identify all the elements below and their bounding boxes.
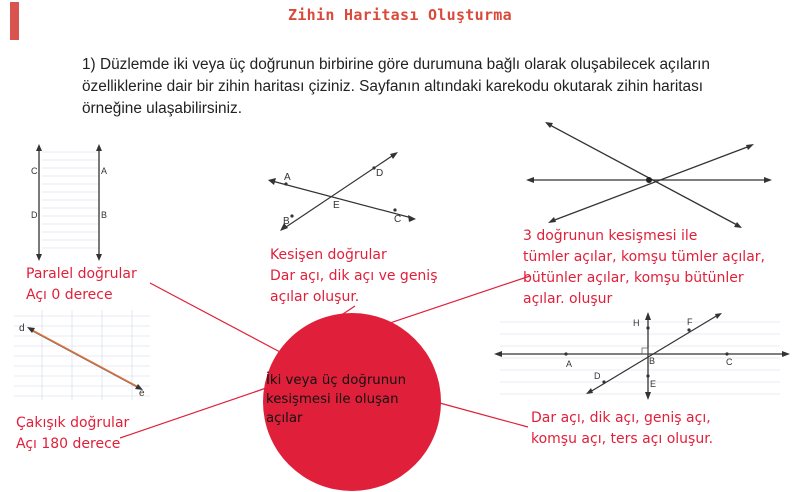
branch-uc-line2: tümler açılar, komşu tümler açılar,	[523, 249, 765, 265]
branch-cakisik-line1: Çakışık doğrular	[16, 415, 130, 431]
branch-dar-line1: Dar açı, dik açı, geniş açı,	[531, 410, 711, 426]
branch-uc-line1: 3 doğrunun kesişmesi ile	[523, 228, 698, 244]
coincident-lines-figure	[14, 310, 150, 400]
branch-kesisen-line2: Dar açı, dik açı ve geniş	[270, 268, 438, 284]
parallel-lines-figure	[31, 144, 107, 261]
label-d: D	[31, 210, 38, 220]
branch-cakisik-line2: Açı 180 derece	[16, 436, 121, 452]
label-f: F	[687, 317, 693, 327]
branch-paralel-line2: Açı 0 derece	[26, 287, 113, 303]
branch-kesisen-line1: Kesişen doğrular	[270, 247, 387, 263]
label-c: C	[31, 166, 38, 176]
intersecting-lines-figure	[268, 152, 416, 231]
branch-paralel	[26, 264, 226, 306]
perpendicular-lines-figure	[494, 312, 790, 400]
label-a: A	[566, 359, 573, 369]
label-c: C	[726, 357, 733, 367]
label-c: C	[394, 214, 402, 225]
branch-kesisen	[270, 245, 470, 308]
label-d: D	[594, 371, 601, 381]
label-a: A	[101, 166, 108, 176]
label-a: A	[284, 172, 291, 183]
branch-cakisik	[16, 413, 216, 455]
label-b: B	[283, 216, 290, 227]
branch-dar-line2: komşu açı, ters açı oluşur.	[531, 431, 714, 447]
branch-uc-line3: bütünler açılar, komşu bütünler	[523, 270, 744, 286]
label-d: D	[376, 168, 384, 179]
label-b: B	[649, 356, 656, 366]
label-b: B	[101, 210, 108, 220]
three-lines-figure	[526, 122, 772, 228]
connector-dar-aci	[436, 402, 528, 427]
branch-dar-aci	[531, 408, 761, 450]
branch-paralel-line1: Paralel doğrular	[26, 266, 137, 282]
instruction-text: 1) Düzlemde iki veya üç doğrunun birbirine göre durumuna bağlı olarak oluşabilecek açıların özelliklerine dair bir zihin haritası çiziniz. Sayfanın altındaki karekodu okutarak zihin haritası örneğine ulaşabilirsiniz.	[82, 56, 710, 117]
branch-kesisen-line3: açılar oluşur.	[270, 289, 360, 305]
label-d: d	[19, 323, 25, 334]
center-node-text: İki veya üç doğrunun kesişmesi ile oluşan açılar	[266, 373, 406, 426]
branch-uc-dogru	[523, 226, 793, 310]
page-title: Zihin Haritası Oluşturma	[288, 6, 512, 24]
label-h: H	[633, 318, 640, 328]
label-e: E	[650, 379, 657, 389]
label-e: e	[139, 388, 145, 399]
label-e: E	[333, 200, 340, 211]
branch-uc-line4: açılar. oluşur	[523, 291, 613, 307]
